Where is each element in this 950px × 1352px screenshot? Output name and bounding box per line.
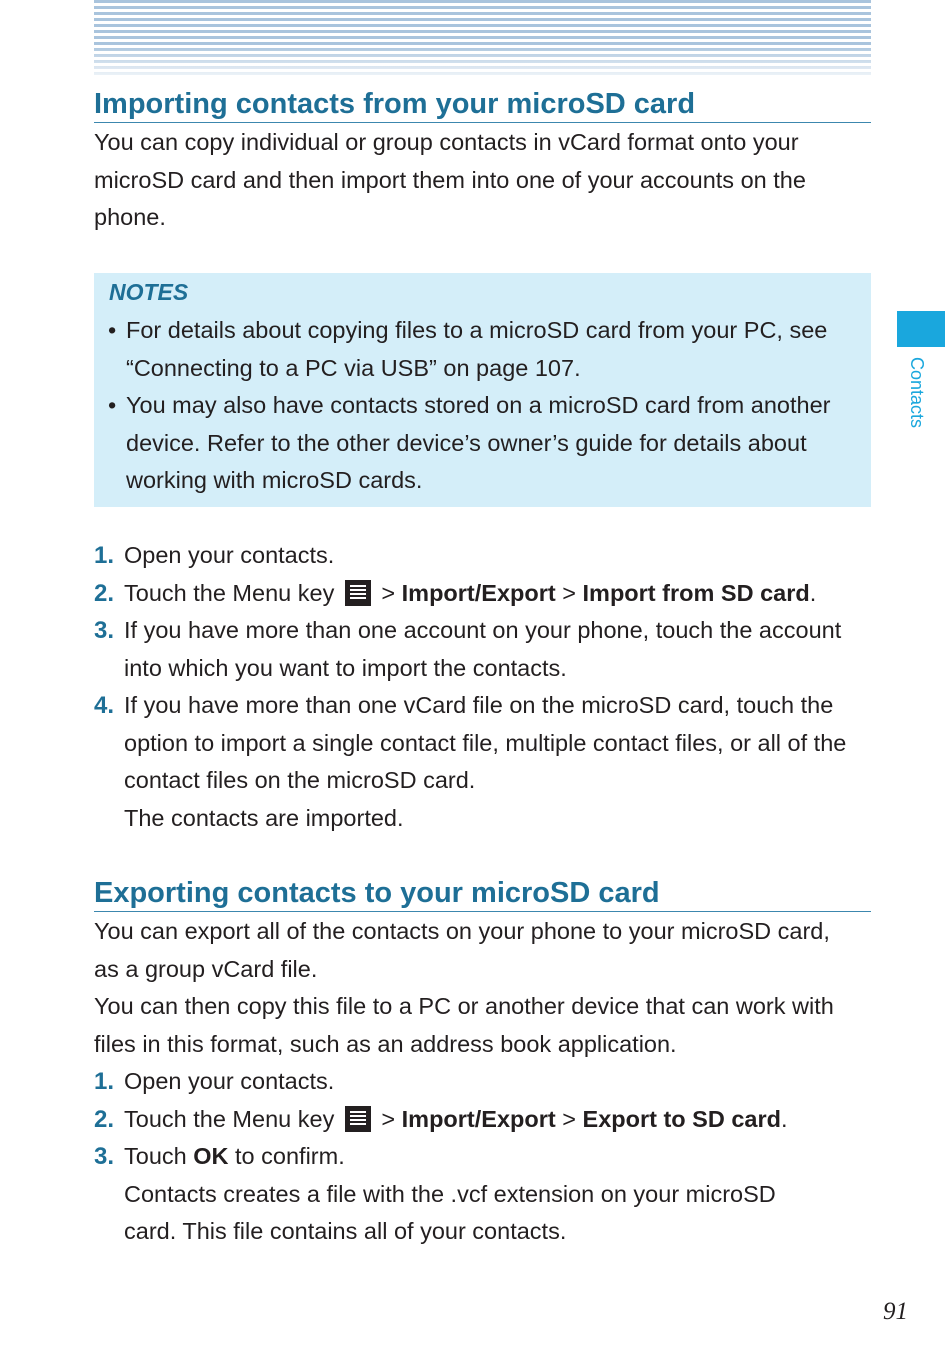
header-stripes <box>94 0 871 78</box>
section-heading-import: Importing contacts from your microSD card <box>94 86 871 123</box>
note-item: • You may also have contacts stored on a microSD card from another device. Refer to the other device’s owner’s guide for details about working with microSD cards. <box>108 387 866 500</box>
export-intro-1: You can export all of the contacts on your phone to your microSD card, as a group vCard file. <box>94 918 830 982</box>
import-step-3: 3. If you have more than one account on your phone, touch the account into which you want to import the contacts. <box>94 617 842 681</box>
import-intro: You can copy individual or group contacts in vCard format onto your microSD card and then import them into one of your accounts on the phone. <box>94 129 806 230</box>
bullet-icon: • <box>108 317 117 343</box>
import-step-2: 2. Touch the Menu key > Import/Export > Import from SD card. <box>94 580 817 607</box>
import-result: The contacts are imported. <box>124 804 404 831</box>
notes-title: NOTES <box>109 279 189 305</box>
import-step-1: 1. Open your contacts. <box>94 542 335 569</box>
side-tab-marker <box>897 311 945 347</box>
page-number: 91 <box>883 1298 908 1325</box>
notes-box <box>94 273 871 507</box>
export-step-1: 1. Open your contacts. <box>94 1068 335 1095</box>
menu-key-icon <box>345 1106 371 1132</box>
export-result: Contacts creates a file with the .vcf extension on your microSD card. This file contains all of your contacts. <box>124 1180 776 1244</box>
bullet-icon: • <box>108 392 117 418</box>
section-heading-export: Exporting contacts to your microSD card <box>94 875 871 912</box>
export-step-2: 2. Touch the Menu key > Import/Export > Export to SD card. <box>94 1106 788 1133</box>
note-item: • For details about copying files to a microSD card from your PC, see “Connecting to a PC via USB” on page 107. <box>108 312 866 387</box>
side-tab-label: Contacts <box>907 357 927 429</box>
export-step-3: 3. Touch OK to confirm. Contacts creates a file with the .vcf extension on your microSD card. This file contains all of your contacts. <box>94 1138 874 1251</box>
menu-key-icon <box>345 580 371 606</box>
export-intro-2: You can then copy this file to a PC or another device that can work with files in this format, such as an address book application. <box>94 993 834 1057</box>
import-step-4: 4. If you have more than one vCard file on the microSD card, touch the option to import a single contact file, multiple contact files, or all of the contact files on the microSD card. The contacts are imported. <box>94 687 874 837</box>
